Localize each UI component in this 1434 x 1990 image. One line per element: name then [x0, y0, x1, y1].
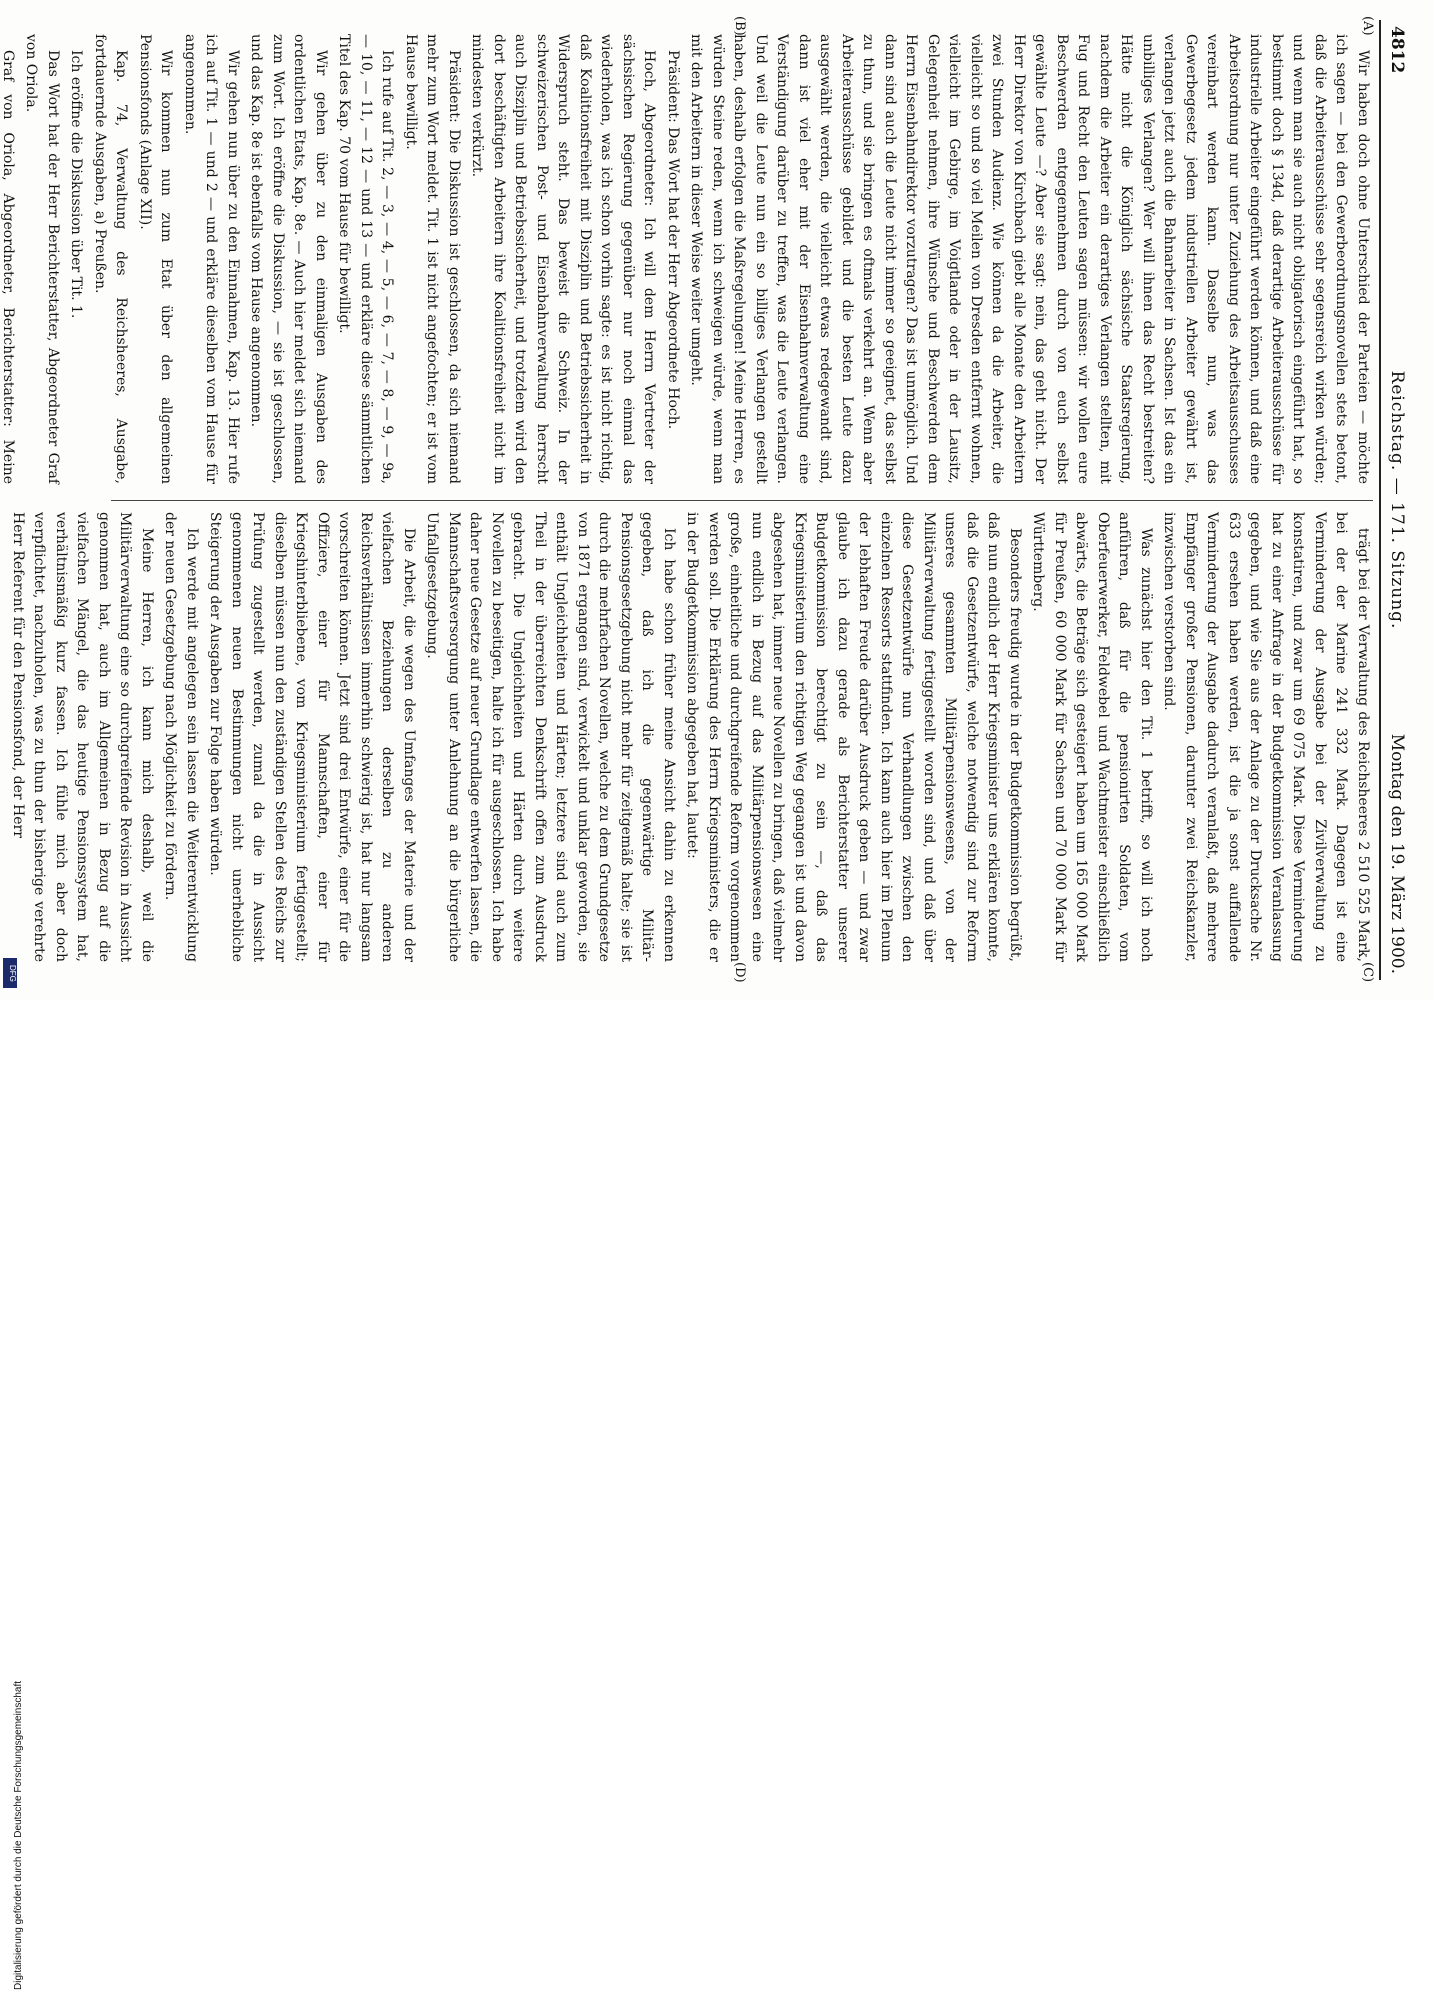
- quoted-paragraph: Ich werde mit angelegen sein lassen die Weiterentwicklung der neuen Gesetzgebung nach Möglichkeit zu fördern.: [162, 512, 200, 962]
- margin-mark-b: (B): [732, 16, 747, 36]
- paragraph: Kap. 74, Verwaltung des Reichsheeres, Ausgabe, fortdauernde Ausgaben, a) Preußen.: [92, 34, 130, 484]
- paragraph: Ich rufe auf Tit. 2, — 3, — 4, — 5, — 6, — 7, — 8, — 9, — 9a, — 10, — 11, — 12 — und 13 — und erkläre diese sämmtlichen Titel des Kap. 70 vom Hause für bewilligt.: [336, 34, 396, 484]
- paragraph: Präsident: Die Diskussion ist geschlossen, da sich niemand mehr zum Wort meldet. Tit. 1 ist nicht angefochten; er ist vom Hause bewilligt.: [403, 34, 462, 484]
- paragraph: trägt bei der Verwaltung des Reichsheeres 2 510 525 Mark, bei der der Marine 241 332 Mark. Dagegen ist eine Verminderung der Ausgabe bei der Zivilverwaltung zu konstatiren, und zwar um 69 075 Mark. Diese Verminderung hat zu einer Anfrage in der Budgetkommission Veranlassung gegeben, und wie Sie aus der Anlage zu der Drucksache Nr. 633 ersehen haben werden, ist die ja sonst auffallende Verminderung der Ausgabe dadurch veranlaßt, daß mehrere Empfänger großer Pensionen, darunter zwei Reichskanzler, inzwischen verstorben sind.: [1161, 512, 1371, 962]
- paragraph: Ich eröffne die Diskussion über Tit. 1.: [68, 50, 85, 319]
- paragraph: Wir kommen nun zum Etat über den allgemeinen Pensionsfonds (Anlage XII).: [137, 34, 175, 484]
- paragraph: Wir gehen nun über zu den Einnahmen, Kap. 13. Hier rufe ich auf Tit. 1 — und 2 — und erkläre dieselben vom Hause für angenommen.: [182, 34, 241, 484]
- paragraph: Das Wort hat der Herr Berichterstatter, Abgeordneter Graf von Oriola.: [23, 34, 61, 484]
- digitization-credit: [6, 1000, 28, 1990]
- paragraph: Besonders freudig wurde in der Budgetkommission begrüßt, daß nun endlich der Herr Kriegsminister uns erklären konnte, daß die Gesetzentwürfe, welche notwendig sind zur Reform unseres gesammten Militärpensionswesens, von der Militärverwaltung fertiggestellt worden sind, und daß über diese Gesetzentwürfe nun Verhandlungen zwischen den einzelnen Ressorts stattfinden. Ich kann auch hier im Plenum der lebhaften Freude darüber Ausdruck geben — und zwar glaube ich dazu gerade als Berichterstatter unserer Budgetkommission berechtigt zu sein —, daß das Kriegsministerium den richtigen Weg gegangen ist und davon abgesehen hat, immer neue Novellen zu bringen, daß vielmehr nun endlich in Bezug auf das Militärpensionswesen eine große, einheitliche und durchgreifende Reform vorgenommen werden soll. Die Erklärung des Herrn Kriegsministers, die er in der Budgetkommission abgegeben hat, lautet:: [684, 512, 1023, 962]
- left-column: [0, 34, 1373, 484]
- paragraph: Meine Herren, ich kann mich deshalb, weil die Militärverwaltung eine so durchgreifende Revision in Aussicht genommen hat, auch im Allgemeinen in Bezug auf die vielfachen Mängel, die das heutige Pensionssystem hat, verhältnismäßig kurz fassen. Ich fühle mich aber doch verpflichtet, nachzuholen, was zu thun der bisherige verehrte Herr Referent für den Pensionsfond, der Herr: [10, 512, 155, 962]
- paragraph: Was zunächst hier den Tit. 1 betrifft, so will ich noch anführen, daß für die pensionirten Soldaten, vom Oberfeuerwerker, Feldwebel und Wachtmeister einschließlich abwärts, die Beträge sich gesteigert haben um 165 000 Mark für Preußen, 60 000 Mark für Sachsen und 70 000 Mark für Württemberg.: [1030, 512, 1154, 962]
- dfg-logo: DFG: [3, 958, 17, 988]
- margin-mark-d: (D): [732, 962, 747, 983]
- quoted-paragraph: Ich habe schon früher meine Ansicht dahin zu erkennen gegeben, daß ich die gegenwärtige Militär-Pensionsgesetzgebung nicht mehr für zeitgemäß halte; sie ist durch die mehrfachen Novellen, welche zu dem Grundgesetze von 1871 ergangen sind, verwickelt und unklar geworden, sie enthält Ungleichheiten und Härten; letztere sind auch zum Theil in der überreichten Denkschrift offen zum Ausdruck gebracht. Die Ungleichheiten und Härten durch weitere Novellen zu beseitigen, halte ich für ausgeschlossen. Ich habe daher neue Gesetze auf neuer Grundlage entwerfen lassen, die Mannschaftsversorgung unter Anlehnung an die bürgerliche Unfallgesetzgebung.: [424, 512, 677, 962]
- page-number: 4812: [1387, 26, 1407, 74]
- header-rule: [1379, 20, 1381, 980]
- margin-mark-a: (A): [1360, 16, 1375, 36]
- paragraph: Graf von Oriola, Abgeordneter, Berichterstatter: Meine: [0, 50, 16, 484]
- paragraph: Hoch, Abgeordneter: Ich will dem Herrn Vertreter der sächsischen Regierung gegenüber nur noch einmal das wiederholen, was ich schon vorhin sagte: es ist nicht richtig, daß Koalitionsfreiheit mit Disziplin und Betriebssicherheit in Widerspruch steht. Das beweist die Schweiz. In der schweizerischen Post- und Eisenbahnverwaltung herrscht auch Disziplin und Betriebssicherheit, und trotzdem wird den dort beschäftigten Arbeitern ihre Koalitionsfreiheit nicht im mindesten verkürzt.: [469, 34, 658, 484]
- right-column: [10, 512, 1373, 962]
- quoted-paragraph: Die Arbeit, die wegen des Umfanges der Materie und der vielfachen Beziehungen derselben zu anderen Reichsverhältnissen immerhin schwierig ist, hat nur langsam vorschreiten können. Jetzt sind drei Entwürfe, einer für die Offiziere, einer für Mannschaften, einer für Kriegshinterbliebene, vom Kriegsministerium fertiggestellt; dieselben müssen nun den zuständigen Stellen des Reichs zur Prüfung zugestellt werden, zumal da die in Aussicht genommenen neuen Bestimmungen nicht unerhebliche Steigerung der Ausgaben zur Folge haben würden.: [207, 512, 417, 962]
- session-title: Reichstag. — 171. Sitzung.: [1387, 370, 1407, 630]
- column-separator: [111, 500, 1373, 501]
- credit-text: Digitalisierung gefördert durch die Deutsche Forschungsgemeinschaft: [13, 1680, 24, 1990]
- margin-mark-c: (C): [1360, 962, 1375, 983]
- paragraph: Präsident: Das Wort hat der Herr Abgeordnete Hoch.: [665, 50, 681, 430]
- session-date: Montag den 19. März 1900.: [1387, 733, 1407, 974]
- paragraph: Wir haben doch ohne Unterschied der Parteien — möchte ich sagen — bei den Gewerbeordnungsnovellen stets betont, daß die Arbeiterausschüsse sehr segensreich wirken würden; und wenn man sie auch nicht obligatorisch eingeführt hat, so bestimmt doch § 134d, daß derartige Arbeiterausschüsse für industrielle Arbeiter eingeführt werden können, und daß eine Arbeitsordnung nur unter Zuziehung des Arbeitsausschusses vereinbart werden kann. Dasselbe nun, was das Gewerbegesetz jedem industriellen Arbeiter gewährt ist, verlangen jetzt auch die Bahnarbeiter in Sachsen. Ist das ein unbilliges Verlangen? Wer will ihnen das Recht bestreiten? Hätte nicht die Königlich sächsische Staatsregierung, nachdem die Arbeiter ein derartiges Verlangen stellten, mit Fug und Recht den Leuten sagen müssen: wir wollen eure Beschwerden entgegennehmen durch von euch selbst gewählte Leute —? Aber sie sagt: nein, das geht nicht. Der Herr Direktor von Kirchbach giebt alle Monate den Arbeitern zwei Stunden Audienz. Wie können da die Arbeiter, die vielleicht so und so viel Meilen von Dresden entfernt wohnen, vielleicht im Gebirge, im Voigtlande oder in der Lausitz, Gelegenheit nehmen, ihre Wünsche und Beschwerden dem Herrn Eisenbahndirektor vorzutragen? Das ist unmöglich. Und dann sind auch die Leute nicht immer so geeignet, das selbst zu thun, und sie bringen es oftmals verkehrt an. Wenn aber Arbeiterausschüsse gebildet und die besten Leute dazu ausgewählt werden, die vielleicht etwas redegewandt sind, dann ist viel eher mit der Eisenbahnverwaltung eine Verständigung darüber zu treffen, was die Leute verlangen. Und weil die Leute nun ein so billiges Verlangen gestellt haben, deshalb erfolgen die Maßregelungen! Meine Herren, es würden Steine reden, wenn ich schweigen würde, wenn man mit den Arbeitern in dieser Weise weiter umgeht.: [688, 34, 1371, 484]
- paragraph: Wir gehen über zu den einmaligen Ausgaben des ordentlichen Etats, Kap. 8e. — Auch hier meldet sich niemand zum Wort. Ich eröffne die Diskussion, — sie ist geschlossen, und das Kap. 8e ist ebenfalls vom Hause angenommen.: [248, 34, 329, 484]
- running-header: [1383, 20, 1411, 980]
